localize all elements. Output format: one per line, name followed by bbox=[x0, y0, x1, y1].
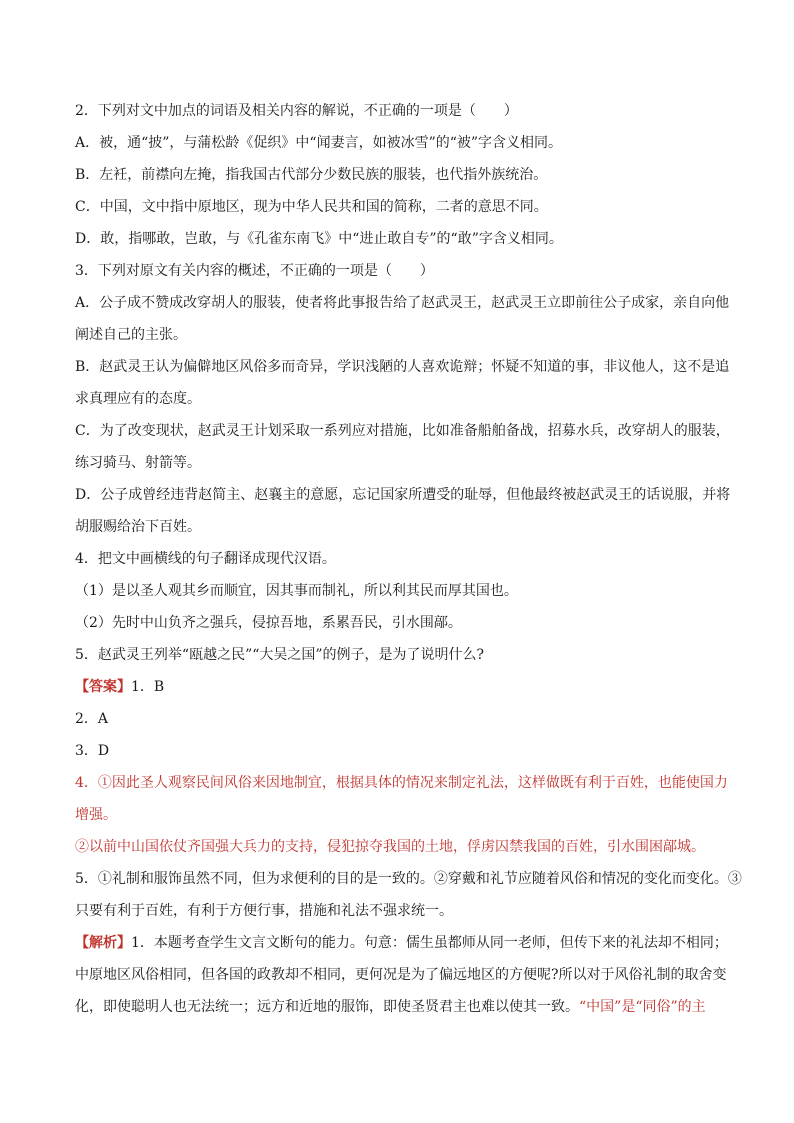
answer-4-line3: ②以前中山国依仗齐国强大兵力的支持，侵犯掠夺我国的土地，俘虏囚禁我国的百姓，引水围困鄗城。 bbox=[75, 839, 705, 855]
question-3-option-b-line2: 求真理应有的态度。 bbox=[75, 391, 201, 407]
question-5-stem: 5．赵武灵王列举“瓯越之民”“大吴之国”的例子，是为了说明什么? bbox=[75, 647, 485, 663]
question-2-stem: 2．下列对文中加点的词语及相关内容的解说，不正确的一项是（ ） bbox=[75, 103, 518, 119]
analysis-text-1: 1．本题考查学生文言文断句的能力。句意：儒生虽都师从同一老师，但传下来的礼法却不相同； bbox=[131, 935, 728, 951]
answer-4-line2: 增强。 bbox=[75, 807, 117, 823]
answer-1: 1．B bbox=[131, 679, 165, 695]
question-3-option-c-line1: C．为了改变现状，赵武灵王计划采取一系列应对措施，比如准备船舶备战，招募水兵，改穿胡人的服装， bbox=[75, 423, 730, 439]
answer-5-line2: 只要有利于百姓，有利于方便行事，措施和礼法不强求统一。 bbox=[75, 903, 453, 919]
question-3-option-c-line2: 练习骑马、射箭等。 bbox=[75, 455, 201, 471]
analysis-line1 bbox=[75, 934, 728, 952]
analysis-text-3a: 化，即使聪明人也无法统一；远方和近地的服饰，即使圣贤君主也难以使其一致。 bbox=[75, 999, 579, 1015]
answer-line bbox=[75, 678, 164, 696]
question-3-option-d-line2: 胡服赐给治下百姓。 bbox=[75, 519, 201, 535]
question-4-sentence-2: （2）先时中山负齐之强兵，侵掠吾地，系累吾民，引水围鄗。 bbox=[75, 615, 462, 631]
answer-tag: 【答案】 bbox=[75, 679, 131, 695]
question-2-option-c: C．中国，文中指中原地区，现为中华人民共和国的简称，二者的意思不同。 bbox=[75, 199, 548, 215]
question-3-stem: 3．下列对原文有关内容的概述，不正确的一项是（ ） bbox=[75, 263, 434, 279]
analysis-line2: 中原地区风俗相同，但各国的政教却不相同，更何况是为了偏远地区的方便呢?所以对于风俗礼制的取舍变 bbox=[75, 967, 727, 983]
question-2-option-b: B．左衽，前襟向左掩，指我国古代部分少数民族的服装，也代指外族统治。 bbox=[75, 167, 548, 183]
answer-3: 3．D bbox=[75, 743, 110, 759]
answer-2: 2．A bbox=[75, 711, 109, 727]
question-3-option-d-line1: D．公子成曾经违背赵简主、赵襄主的意愿，忘记国家所遭受的耻辱，但他最终被赵武灵王的话说服，并将 bbox=[75, 487, 731, 503]
analysis-tag: 【解析】 bbox=[75, 935, 131, 951]
question-3-option-a-line2: 阐述自己的主张。 bbox=[75, 327, 187, 343]
question-2-option-a: A．被，通“披”，与蒲松龄《促织》中“闻妻言，如被冰雪”的“被”字含义相同。 bbox=[75, 135, 563, 151]
question-4-stem: 4．把文中画横线的句子翻译成现代汉语。 bbox=[75, 551, 336, 567]
question-4-sentence-1: （1）是以圣人观其乡而顺宜，因其事而制礼，所以利其民而厚其国也。 bbox=[75, 583, 518, 599]
answer-5-line1: 5．①礼制和服饰虽然不同，但为求便利的目的是一致的。②穿戴和礼节应随着风俗和情况的变化而变化。③ bbox=[75, 871, 742, 887]
question-3-option-a-line1: A．公子成不赞成改穿胡人的服装，使者将此事报告给了赵武灵王，赵武灵王立即前往公子成家，亲自向他 bbox=[75, 295, 730, 311]
analysis-line3 bbox=[75, 998, 706, 1016]
analysis-text-3b: “中国”是“同俗”的主 bbox=[579, 999, 706, 1015]
answer-4-line1: 4．①因此圣人观察民间风俗来因地制宜，根据具体的情况来制定礼法，这样做既有利于百姓，也能使国力 bbox=[75, 775, 728, 791]
question-3-option-b-line1: B．赵武灵王认为偏僻地区风俗多而奇异，学识浅陋的人喜欢诡辩；怀疑不知道的事，非议他人，这不是追 bbox=[75, 359, 730, 375]
question-2-option-d: D．敢，指哪敢，岂敢，与《孔雀东南飞》中“进止敢自专”的“敢”字含义相同。 bbox=[75, 231, 563, 247]
